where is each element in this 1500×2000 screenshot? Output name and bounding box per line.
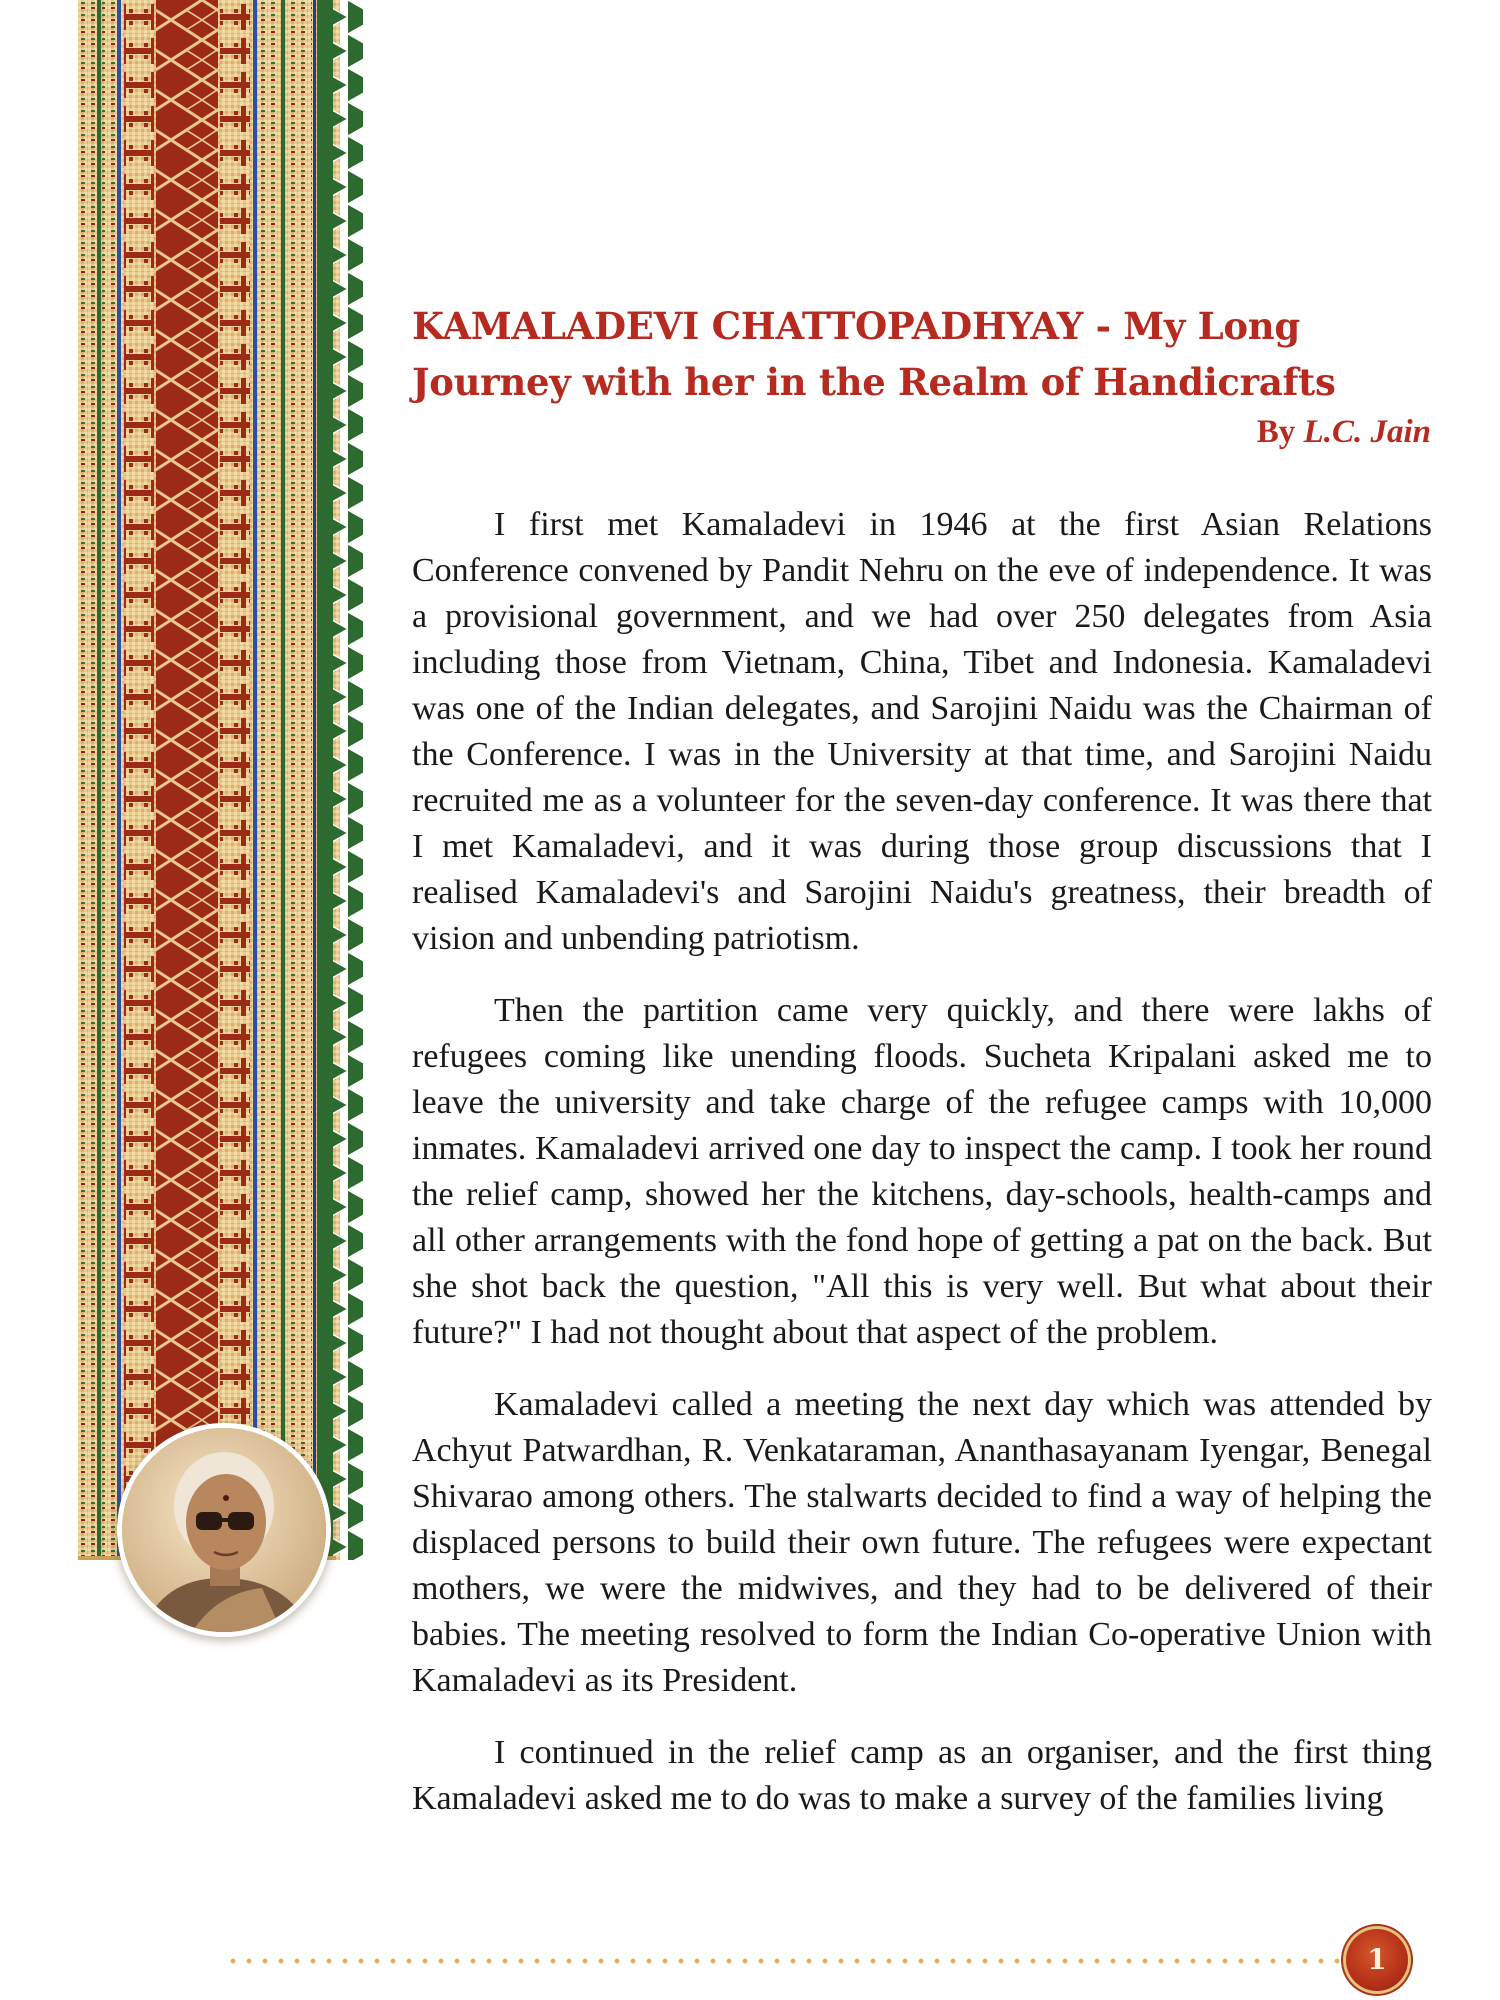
article-body xyxy=(412,502,1432,1822)
byline xyxy=(412,410,1432,454)
portrait-photo-icon xyxy=(122,1428,326,1632)
author-name: L.C. Jain xyxy=(1303,414,1431,450)
title-line-1: KAMALADEVI CHATTOPADHYAY - My Long xyxy=(412,304,1300,348)
paragraph: Then the partition came very quickly, and there were lakhs of refugees coming like unending floods. Sucheta Kripalani asked me to leave the university and take charge of the refugee camps with 10,000 inmates. Kamaladevi arrived one day to inspect the camp. I took her round the relief camp, showed her the kitchens, day-schools, health-camps and all other arrangements with the fond hope of getting a pat on the back. But she shot back the question, "All this is very well. But what about their future?" I had not thought about that aspect of the problem. xyxy=(412,992,1432,1351)
article-title xyxy=(412,298,1432,410)
page-number-badge xyxy=(1346,1929,1408,1991)
article xyxy=(412,298,1432,1848)
paragraph: Kamaladevi called a meeting the next day which was attended by Achyut Patwardhan, R. Venkataraman, Ananthasayanam Iyengar, Benegal Shivarao among others. The stalwarts decided to find a way of helping the displaced persons to build their own future. The refugees were expectant mothers, we were the midwives, and they had to be delivered of their babies. The meeting resolved to form the Indian Co-operative Union with Kamaladevi as its President. xyxy=(412,1386,1432,1699)
title-line-2: Journey with her in the Realm of Handicrafts xyxy=(412,360,1336,404)
byline-prefix: By xyxy=(1256,414,1296,450)
page-number: 1 xyxy=(1367,1943,1387,1976)
footer-dotted-rule xyxy=(225,1958,1355,1964)
paragraph: I continued in the relief camp as an organiser, and the first thing Kamaladevi asked me to do was to make a survey of the families living xyxy=(412,1734,1432,1817)
paragraph: I first met Kamaladevi in 1946 at the first Asian Relations Conference convened by Pandit Nehru on the eve of independence. It was a provisional government, and we had over 250 delegates from Asia including those from Vietnam, China, Tibet and Indonesia. Kamaladevi was one of the Indian delegates, and Sarojini Naidu was the Chairman of the Conference. I was in the University at that time, and Sarojini Naidu recruited me as a volunteer for the seven-day conference. It was there that I met Kamaladevi, and it was during those group discussions that I realised Kamaladevi's and Sarojini Naidu's greatness, their breadth of vision and unbending patriotism. xyxy=(412,506,1432,957)
